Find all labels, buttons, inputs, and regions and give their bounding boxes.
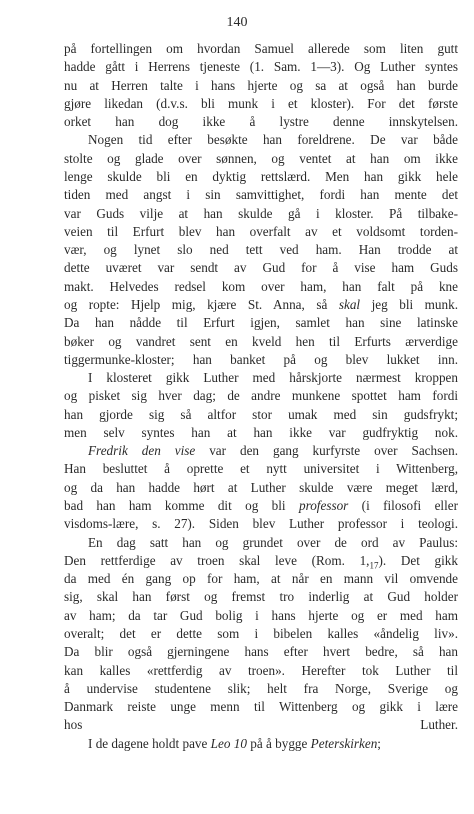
paragraph-1 xyxy=(64,40,458,131)
italic-name: Fredrik den vise xyxy=(88,443,196,459)
text-line: sig, skal han først og fremst tro inderlig at Gud holder xyxy=(64,589,458,605)
text-line: overalt; det er dette som i bibelen kalles «åndelig liv». xyxy=(64,626,458,641)
paragraph-4 xyxy=(64,442,458,533)
text-line: lenge skulde bli en dyktig rettslærd. Men han gikk hele xyxy=(64,168,458,184)
text-line: makt. Helvedes redsel kom over ham, han falt på kne xyxy=(64,278,458,294)
text-line-tail: jeg bli munk. xyxy=(360,296,458,312)
text-line: han gjorde sig så altfor stor umak med sin gudsfrykt; xyxy=(64,406,458,422)
text-line: bad han ham komme dit og bli xyxy=(64,498,299,514)
text-line: men selv syntes han at han ikke var gudfryktig nok. xyxy=(64,424,458,440)
text-line: Da blir også gjerningene hans efter hvert bedre, så han xyxy=(64,644,458,660)
text-line-tail: (i filosofi eller xyxy=(348,498,458,514)
text-line-mid: på å bygge xyxy=(246,735,311,751)
text-line: hadde gått i Herrens tjeneste (1. Sam. 1—3). Og Luther syntes xyxy=(64,59,458,75)
paragraph-6 xyxy=(64,735,458,753)
text-line: var Guds vilje at han skulde gå i kloster. På tilbake- xyxy=(64,205,458,221)
text-line: tiggermunke-kloster; han banket på og blev lukket inn. xyxy=(64,351,458,367)
text-line-tail: ). Det gikk xyxy=(378,552,458,568)
text-line: veien til Erfurt blev han overfalt av et voldsomt torden- xyxy=(64,223,458,239)
italic-word: professor xyxy=(298,498,349,514)
text-line: kan kalles «rettferdig av troen». Herefter tok Luther til xyxy=(64,662,458,678)
text-line: Nogen tid efter besøkte han foreldrene. De var både xyxy=(88,132,458,148)
text-line: og ropte: Hjelp mig, kjære St. Anna, så xyxy=(64,296,339,312)
italic-word: skal xyxy=(338,296,361,312)
text-line: hos Luther. xyxy=(64,717,458,733)
page-number: 140 xyxy=(226,15,248,30)
text-line-tail: var den gang kurfyrste over Sachsen. xyxy=(195,443,459,459)
text-line: på fortellingen om hvordan Samuel allerede som liten gutt xyxy=(64,41,458,56)
text-line: Da han nådde til Erfurt igjen, samlet han sine latinske xyxy=(64,315,458,331)
text-line: stolte og glade over sønnen, og ventet at han om ikke xyxy=(64,150,458,166)
text-line: da med én gang op for ham, at når en mann vil omvende xyxy=(64,571,458,587)
text-line-tail: ; xyxy=(377,735,381,751)
text-line: bøker og vandret sent en kveld hen til Erfurts ærverdige xyxy=(64,333,458,349)
text-line: å undervise studentene slik; helt fra Norge, Sverige og xyxy=(64,680,458,696)
text-line: I klosteret gikk Luther med hårskjorte nærmest kroppen xyxy=(88,370,458,386)
text-line: Han besluttet å oprette et nytt universitet i Wittenberg, xyxy=(64,461,458,477)
text-line: orket han dog ikke å lystre denne innskytelsen. xyxy=(64,114,458,130)
text-line: visdoms-lære, s. 27). Siden blev Luther professor i teologi. xyxy=(64,516,458,532)
text-line: av ham; da tar Gud bolig i hans hjerte og er med ham xyxy=(64,607,458,623)
text-line: I de dagene holdt pave xyxy=(88,735,211,751)
italic-name: Leo 10 xyxy=(210,735,247,751)
italic-name: Peterskirken xyxy=(310,735,378,751)
text-line: og da han hadde hørt at Luther skulde være meget lærd, xyxy=(64,479,458,495)
subscript-number: 17 xyxy=(369,560,379,571)
text-line: En dag satt han og grundet over de ord av Paulus: xyxy=(88,534,458,550)
paragraph-3 xyxy=(64,369,458,442)
text-line: tiden med angst i sin samvittighet, fordi han mente det xyxy=(64,187,458,203)
text-line: nu at Herren talte i hans hjerte og sa at også han burde xyxy=(64,77,458,93)
text-line: gjøre likedan (d.v.s. bli munk i et kloster). For det første xyxy=(64,95,458,111)
body-text xyxy=(64,40,458,753)
text-line: vær, og lynet slo ned tett ved ham. Han trodde at xyxy=(64,242,458,258)
paragraph-2 xyxy=(64,131,458,369)
text-line: Danmark reiste unge menn til Wittenberg og gikk i lære xyxy=(64,699,458,715)
text-line: og pisket sig hver dag; de andre munkene spottet ham fordi xyxy=(64,388,458,404)
paragraph-5 xyxy=(64,534,458,735)
text-line: dette uværet var sendt av Gud for å vise ham Guds xyxy=(64,260,458,276)
text-line: Den rettferdige av troen skal leve (Rom. 1, xyxy=(64,552,370,568)
